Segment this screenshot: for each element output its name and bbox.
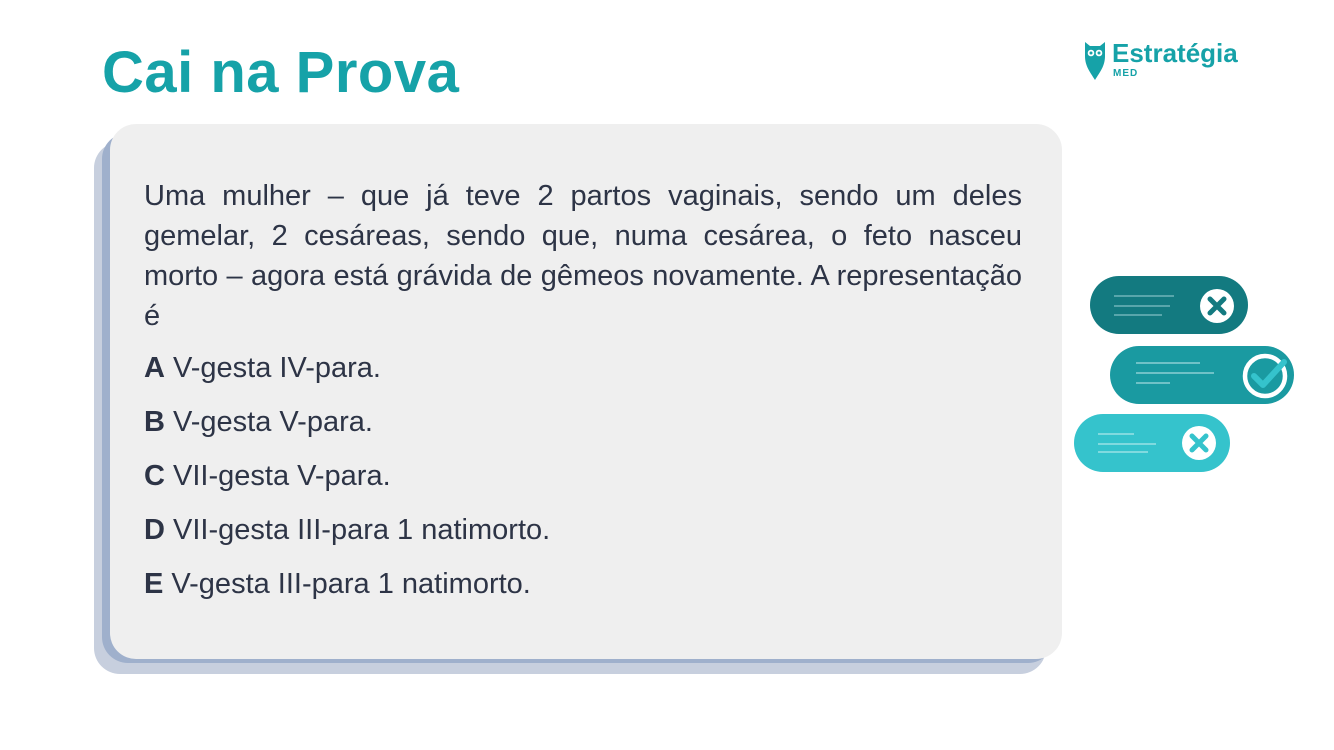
answer-pills-illustration: [1070, 270, 1302, 480]
option-a: [144, 348, 550, 402]
option-d: [144, 510, 550, 564]
logo-brand-text: Estratégia: [1112, 38, 1238, 68]
pill-correct: [1110, 346, 1294, 404]
x-icon: [1200, 289, 1234, 323]
option-letter: C: [144, 460, 165, 492]
x-icon: [1182, 426, 1216, 460]
answer-options: [144, 348, 550, 618]
logo-sub-text: MED: [1113, 68, 1139, 79]
question-text: Uma mulher – que já teve 2 partos vaginais, sendo um deles gemelar, 2 cesáreas, sendo que, numa cesárea, o feto nasceu morto – agora está grávida de gêmeos novamente. A representação é: [144, 180, 1022, 332]
option-text: V-gesta IV-para.: [173, 352, 381, 384]
option-b: [144, 402, 550, 456]
owl-icon: [1082, 40, 1108, 82]
option-letter: A: [144, 352, 165, 384]
option-letter: E: [144, 568, 164, 600]
option-text: V-gesta V-para.: [173, 406, 373, 438]
check-icon: [1245, 356, 1285, 396]
option-text: VII-gesta V-para.: [173, 460, 391, 492]
option-c: [144, 456, 550, 510]
pill-wrong-1: [1090, 276, 1248, 334]
option-text: VII-gesta III-para 1 natimorto.: [173, 514, 551, 546]
option-letter: B: [144, 406, 165, 438]
option-letter: D: [144, 514, 165, 546]
page-title: Cai na Prova: [102, 40, 460, 105]
option-e: [144, 564, 550, 618]
pill-wrong-2: [1074, 414, 1230, 472]
option-text: V-gesta III-para 1 natimorto.: [171, 568, 531, 600]
estrategia-med-logo: [1082, 40, 1252, 84]
